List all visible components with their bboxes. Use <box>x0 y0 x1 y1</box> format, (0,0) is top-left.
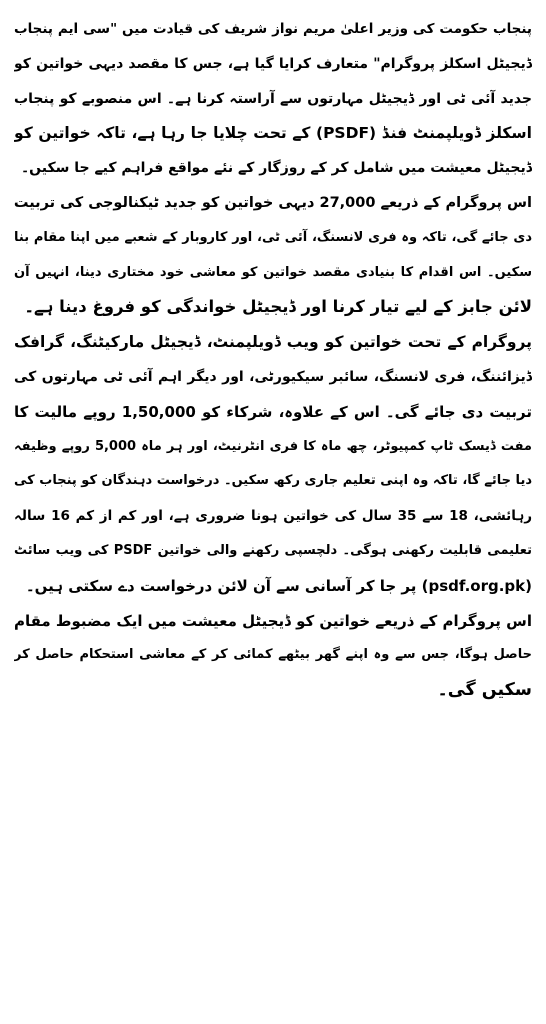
article-line: ڈیجیٹل معیشت میں شامل کر کے روزگار کے نئے مواقع فراہم کیے جا سکیں۔ <box>20 160 532 177</box>
article-line: اس پروگرام کے ذریعے خواتین کو ڈیجیٹل معیشت میں ایک مضبوط مقام <box>14 611 532 630</box>
article-line: (psdf.org.pk) پر جا کر آسانی سے آن لائن درخواست دے سکتی ہیں۔ <box>25 576 532 595</box>
article-line: سکیں گی۔ <box>437 680 532 701</box>
article-line: لائن جابز کے لیے تیار کرنا اور ڈیجیٹل خواندگی کو فروغ دینا ہے۔ <box>24 297 532 317</box>
article-line: دیا جائے گا، تاکہ وہ اپنی تعلیم جاری رکھ سکیں۔ درخواست دہندگان کو پنجاب کی <box>14 473 532 489</box>
article-body <box>14 12 532 708</box>
article-line: مفت ڈیسک ٹاپ کمپیوٹر، چھ ماہ کا فری انٹرنیٹ، اور ہر ماہ 5,000 روپے وظیفہ <box>14 438 532 454</box>
article-line: ڈیزائننگ، فری لانسنگ، سائبر سیکیورٹی، اور دیگر اہم آئی ٹی مہارتوں کی <box>14 368 532 385</box>
article-line: اس پروگرام کے ذریعے 27,000 دیہی خواتین کو جدید ٹیکنالوجی کی تربیت <box>14 194 532 211</box>
article-line: رہائشی، 18 سے 35 سال کی خواتین ہونا ضروری ہے، اور کم از کم 16 سالہ <box>14 508 532 525</box>
article-line: ڈیجیٹل اسکلز پروگرام" متعارف کرایا گیا ہے، جس کا مقصد دیہی خواتین کو <box>14 55 532 72</box>
article-line: دی جائے گی، تاکہ وہ فری لانسنگ، آئی ٹی، اور کاروبار کے شعبے میں اپنا مقام بنا <box>14 229 532 245</box>
article-line: حاصل ہوگا، جس سے وہ اپنے گھر بیٹھے کمائی کر کے معاشی استحکام حاصل کر <box>14 647 532 663</box>
article-line: جدید آئی ٹی اور ڈیجیٹل مہارتوں سے آراستہ کرنا ہے۔ اس منصوبے کو پنجاب <box>14 90 532 107</box>
article-line: تعلیمی قابلیت رکھنی ہوگی۔ دلچسپی رکھنے والی خواتین PSDF کی ویب سائٹ <box>14 542 532 558</box>
article-line: پنجاب حکومت کی وزیر اعلیٰ مریم نواز شریف کی قیادت میں "سی ایم پنجاب <box>14 21 532 37</box>
article-line: پروگرام کے تحت خواتین کو ویب ڈویلپمنٹ، ڈیجیٹل مارکیٹنگ، گرافک <box>14 333 532 352</box>
article-line: سکیں۔ اس اقدام کا بنیادی مقصد خواتین کو معاشی خود مختاری دینا، انہیں آن <box>14 264 532 280</box>
article-line: اسکلز ڈویلپمنٹ فنڈ (PSDF) کے تحت چلایا جا رہا ہے، تاکہ خواتین کو <box>14 124 532 143</box>
article-line: تربیت دی جائے گی۔ اس کے علاوہ، شرکاء کو 1,50,000 روپے مالیت کا <box>14 402 532 421</box>
